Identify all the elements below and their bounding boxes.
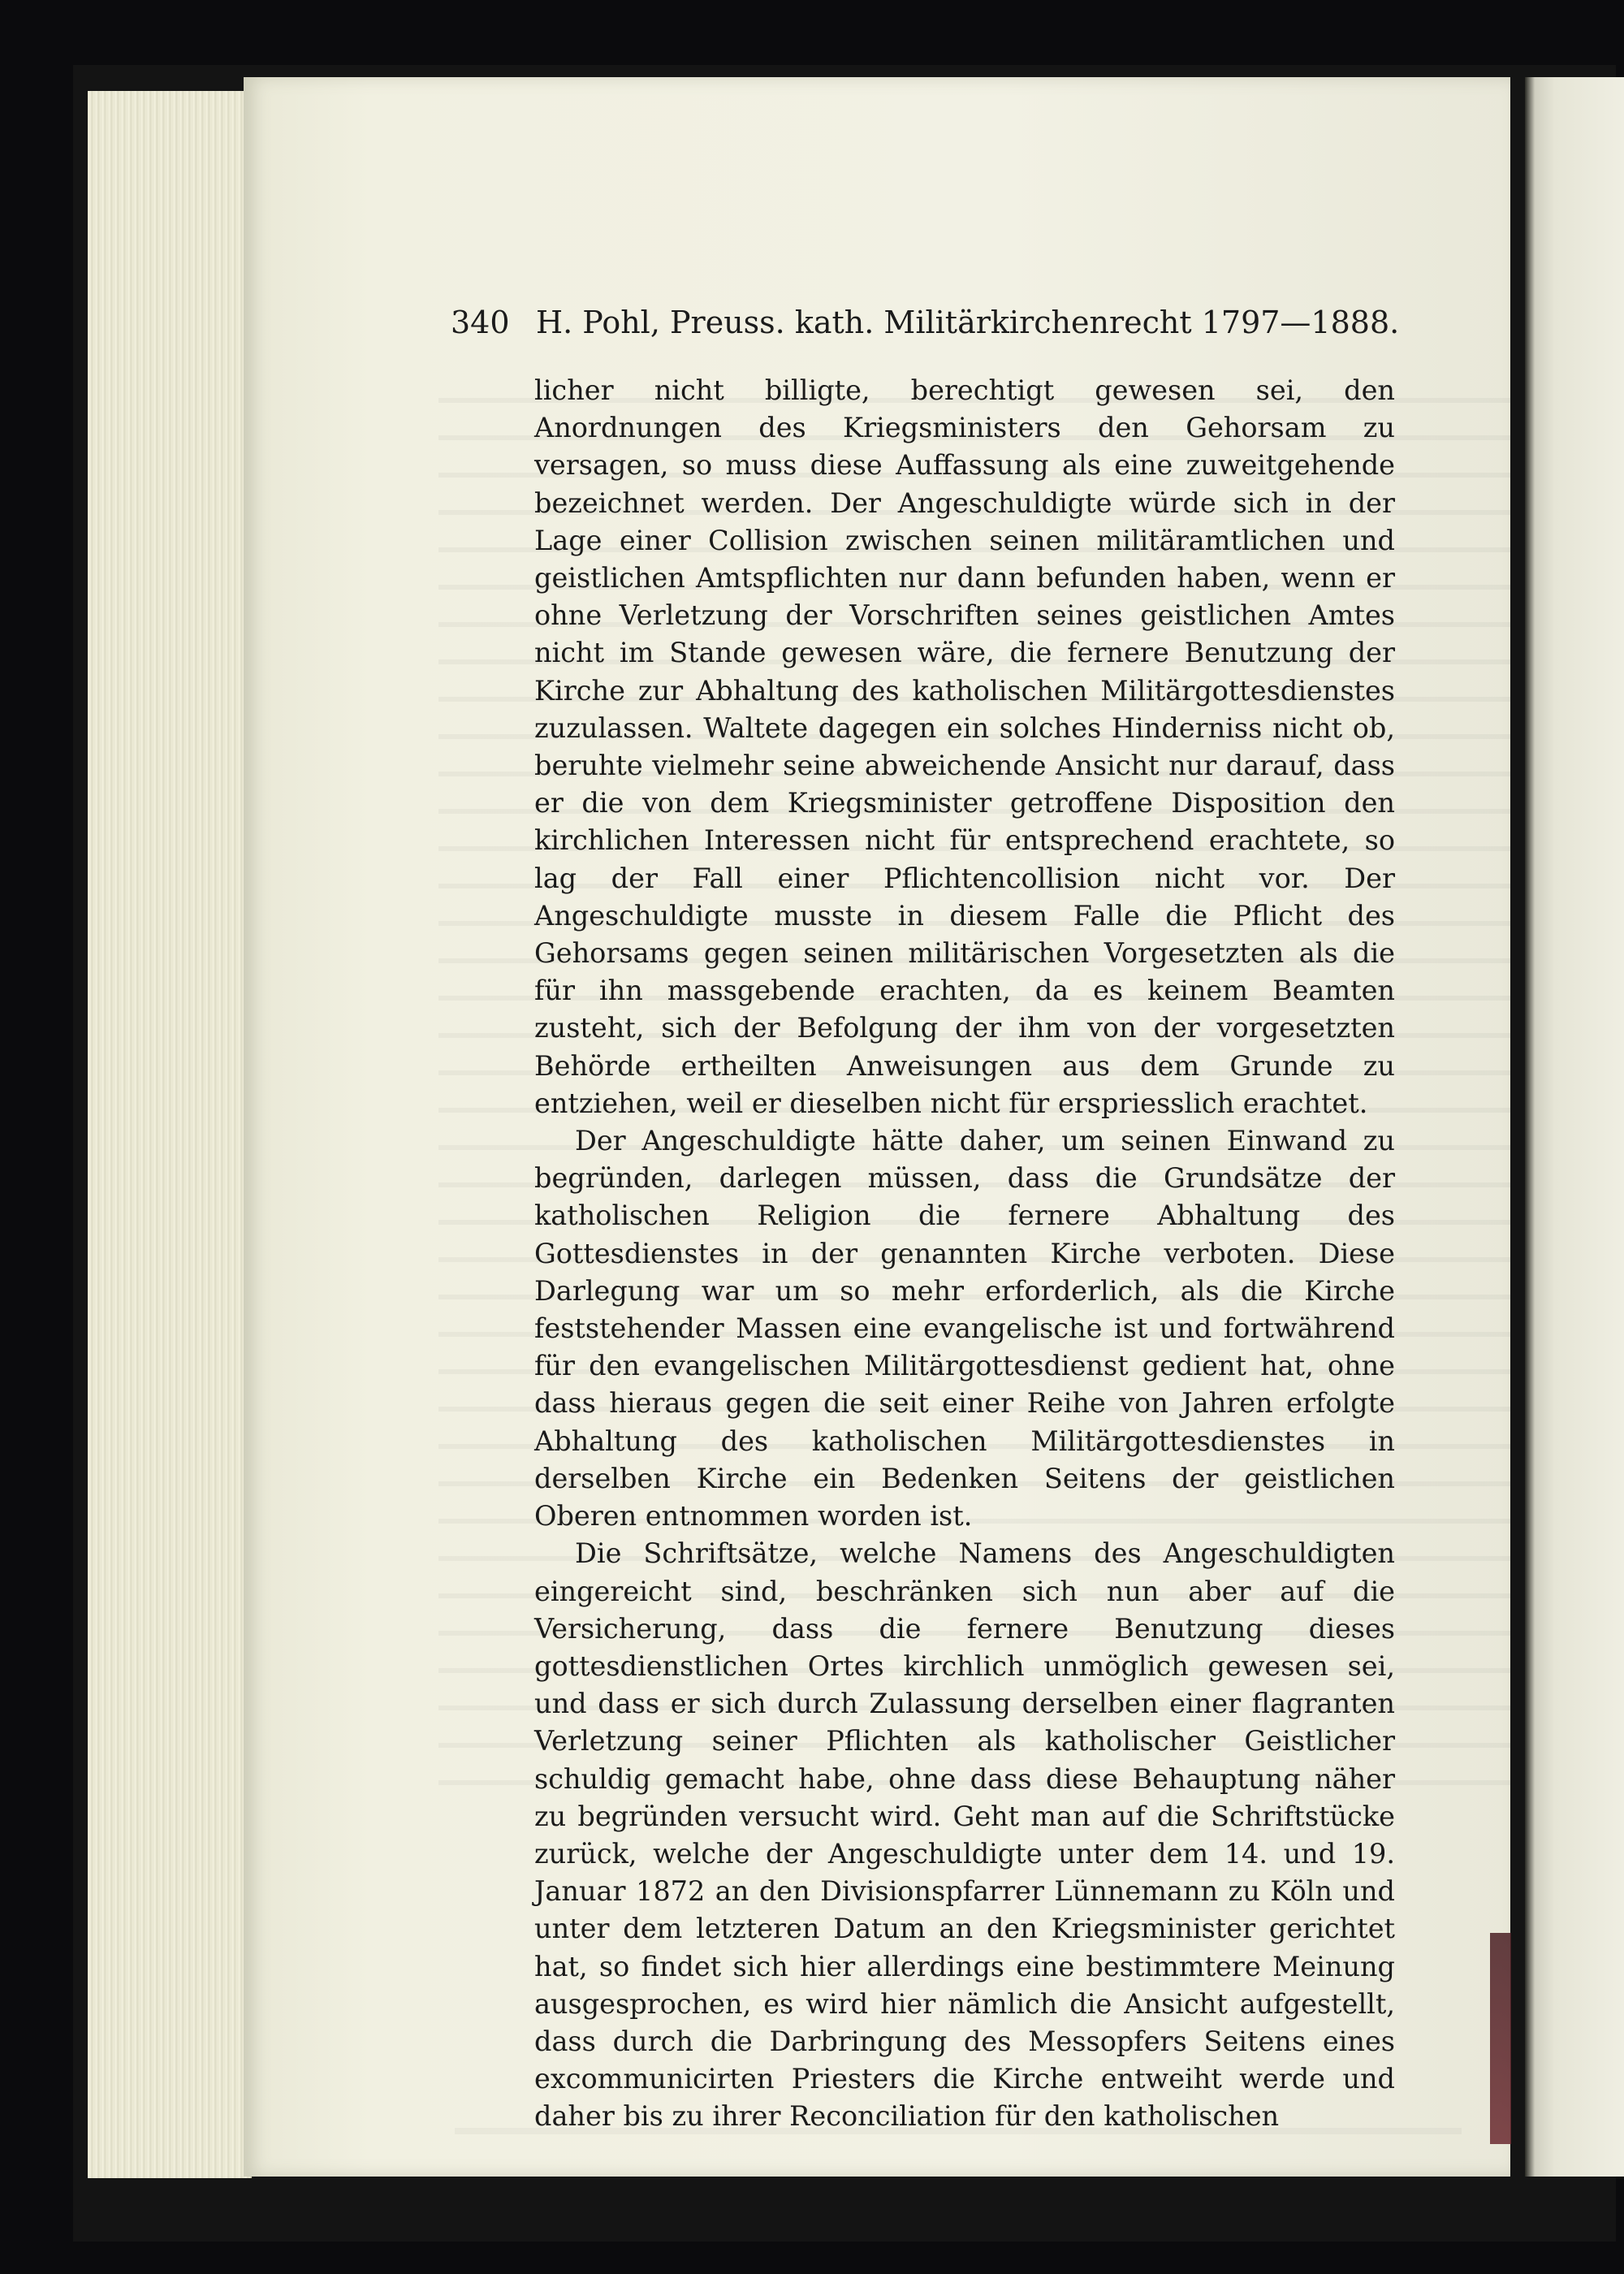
body-text xyxy=(534,372,1395,2133)
paragraph-3: Die Schriftsätze, welche Namens des Angeschuldigten eingereicht sind, beschränken sich nun aber auf die Versicherung, dass die fernere Benutzung dieses gottesdienstlichen Ortes kirchlich unmöglich gewesen sei, und dass er sich durch Zulassung derselben einer flagranten Verletzung seiner Pflichten als katholischer Geistlicher schuldig gemacht habe, ohne dass diese Behauptung näher zu begründen versucht wird. Geht man auf die Schriftstücke zurück, welche der Angeschuldigte unter dem 14. und 19. Januar 1872 an den Divisionspfarrer Lünnemann zu Köln und unter dem letzteren Datum an den Kriegsminister gerichtet hat, so findet sich hier allerdings eine bestimmtere Meinung ausgesprochen, es wird hier nämlich die Ansicht aufgestellt, dass durch die Darbringung des Messopfers Seitens eines excommunicirten Priesters die Kirche entweiht werde und daher bis zu ihrer Reconciliation für den katholischen xyxy=(534,1537,1395,2133)
bookmark-ribbon xyxy=(1490,1933,1511,2144)
paragraph-1: licher nicht billigte, berechtigt gewesen sei, den Anordnungen des Kriegsministers den Gehorsam zu versagen, so muss diese Auffassung als eine zuweitgehende bezeichnet werden. Der Angeschuldigte würde sich in der Lage einer Collision zwischen seinen militäramtlichen und geistlichen Amtspflichten nur dann befunden haben, wenn er ohne Verletzung der Vorschriften seines geistlichen Amtes nicht im Stande gewesen wäre, die fernere Benutzung der Kirche zur Abhaltung des katholischen Militärgottesdienstes zuzulassen. Waltete dagegen ein solches Hinderniss nicht ob, beruhte vielmehr seine abweichende Ansicht nur darauf, dass er die von dem Kriegsminister getroffene Disposition den kirchlichen Interessen nicht für entsprechend erachtete, so lag der Fall einer Pflichtencollision nicht vor. Der Angeschuldigte musste in diesem Falle die Pflicht des Gehorsams gegen seinen militärischen Vorgesetzten als die für ihn massgebende erachten, da es keinem Beamten zusteht, sich der Befolgung der ihm von der vorgesetzten Behörde ertheilten Anweisungen aus dem Grunde zu entziehen, weil er dieselben nicht für erspriesslich erachtet. xyxy=(534,374,1395,1119)
paragraph-2: Der Angeschuldigte hätte daher, um seinen Einwand zu begründen, darlegen müssen, dass die Grundsätze der katholischen Religion die fernere Abhaltung des Gottesdienstes in der genannten Kirche verboten. Diese Darlegung war um so mehr erforderlich, als die Kirche feststehender Massen eine evangelische ist und fortwährend für den evangelischen Militärgottesdienst gedient hat, ohne dass hieraus gegen die seit einer Reihe von Jahren erfolgte Abhaltung des katholischen Militärgottesdienstes in derselben Kirche ein Bedenken Seitens der geistlichen Oberen entnommen worden ist. xyxy=(534,1125,1395,1533)
running-head-title: H. Pohl, Preuss. kath. Militärkirchenrecht 1797—1888. xyxy=(536,305,1400,340)
page-number: 340 xyxy=(451,305,510,340)
adjacent-page xyxy=(1525,77,1624,2177)
page-edges xyxy=(88,91,252,2178)
running-header xyxy=(451,305,1400,350)
